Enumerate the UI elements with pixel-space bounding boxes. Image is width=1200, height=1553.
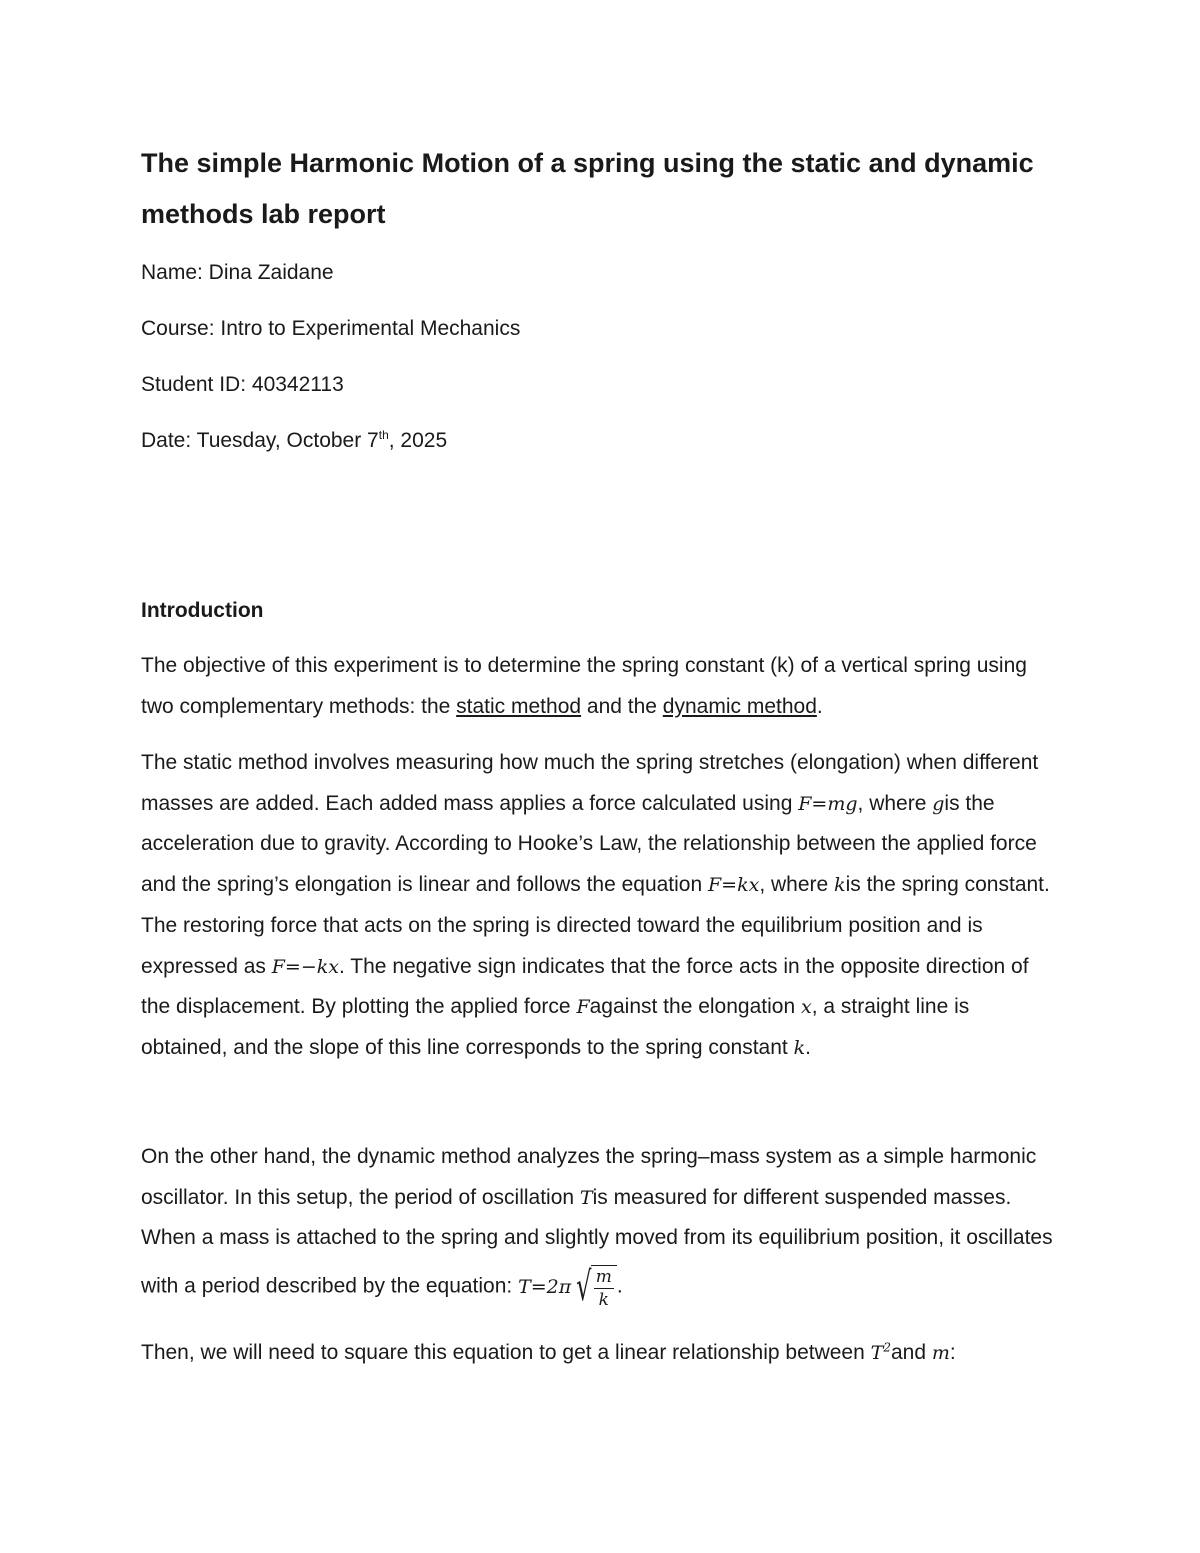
math-g: g <box>932 792 945 815</box>
math-x: x <box>800 996 812 1019</box>
date-superscript: th <box>378 428 389 442</box>
date-suffix: , 2025 <box>388 429 448 452</box>
math-T-base: T <box>870 1342 884 1364</box>
text-run: Then, we will need to square this equation to get a linear relationship between <box>141 1341 871 1364</box>
text-run: is the acceleration due to gravity. According to Hooke’s Law, the relationship between the applied force and the spring’s elongation is linear and follows the equation <box>141 791 1037 897</box>
fraction-denominator: k <box>598 1290 609 1311</box>
math-force-mg: F=mg <box>798 792 858 815</box>
intro-paragraph-dynamic-method <box>141 1137 1061 1315</box>
intro-paragraph-squared <box>141 1333 1061 1374</box>
dynamic-method-link: dynamic method <box>662 694 817 718</box>
report-title: The simple Harmonic Motion of a spring using the static and dynamic methods lab report <box>141 148 1034 229</box>
text-run: . The negative sign indicates that the force acts in the opposite direction of the displacement. By plotting the applied force <box>141 954 1029 1019</box>
math-F: F <box>576 996 590 1019</box>
text-run: is the spring constant. The restoring force that acts on the spring is directed toward the equilibrium position and is expressed as <box>141 873 1050 978</box>
radical-sign: √ <box>576 1264 592 1311</box>
intro-paragraph-static-method <box>141 743 1061 1069</box>
text-run: , a straight line is obtained, and the slope of this line corresponds to the spring constant <box>141 995 970 1059</box>
date-prefix: Date: Tuesday, October 7 <box>141 429 379 452</box>
text-run: and <box>890 1341 932 1364</box>
period-equation <box>518 1264 617 1311</box>
text-run: The static method involves measuring how much the spring stretches (elongation) when different masses are added. Each added mass applies a force calculated using <box>141 751 1039 815</box>
text-run: . <box>805 1035 811 1059</box>
text-run: . <box>816 694 823 718</box>
text-run: and the <box>581 694 663 718</box>
text-run: , where <box>857 791 933 815</box>
text-run: against the elongation <box>589 995 801 1019</box>
square-root <box>571 1259 617 1315</box>
text-run: is measured for different suspended masses. When a mass is attached to the spring and slightly moved from its equilibrium position, it oscillates with a period described by the equation: <box>141 1185 1053 1298</box>
math-T: T <box>579 1186 593 1209</box>
math-k: k <box>834 874 846 897</box>
math-m: m <box>931 1342 950 1364</box>
text-run: On the other hand, the dynamic method analyzes the spring–mass system as a simple harmonic oscillator. In this setup, the period of oscillation <box>141 1145 1037 1209</box>
equation-lhs: T=2π <box>518 1275 572 1298</box>
text-run: . <box>616 1274 623 1298</box>
text-run: The objective of this experiment is to determine the spring constant (k) of a vertical spring using two complementary methods: the <box>141 654 1027 718</box>
math-force-kx: F=kx <box>708 874 760 897</box>
fraction-numerator: m <box>595 1267 612 1288</box>
static-method-link: static method <box>456 694 582 718</box>
author-name: Name: Dina Zaidane <box>141 261 334 284</box>
math-restoring-force: F=−kx <box>271 955 340 978</box>
introduction-heading: Introduction <box>141 599 264 622</box>
math-T-squared <box>871 1342 891 1364</box>
radicand <box>591 1265 617 1315</box>
math-exponent: 2 <box>883 1340 891 1355</box>
report-date <box>141 427 447 455</box>
student-id: Student ID: 40342113 <box>141 373 344 396</box>
text-run: , where <box>759 873 835 897</box>
text-run: : <box>949 1341 956 1364</box>
course-name: Course: Intro to Experimental Mechanics <box>141 317 521 340</box>
intro-paragraph-objective <box>141 646 1061 727</box>
math-k-final: k <box>793 1036 806 1059</box>
